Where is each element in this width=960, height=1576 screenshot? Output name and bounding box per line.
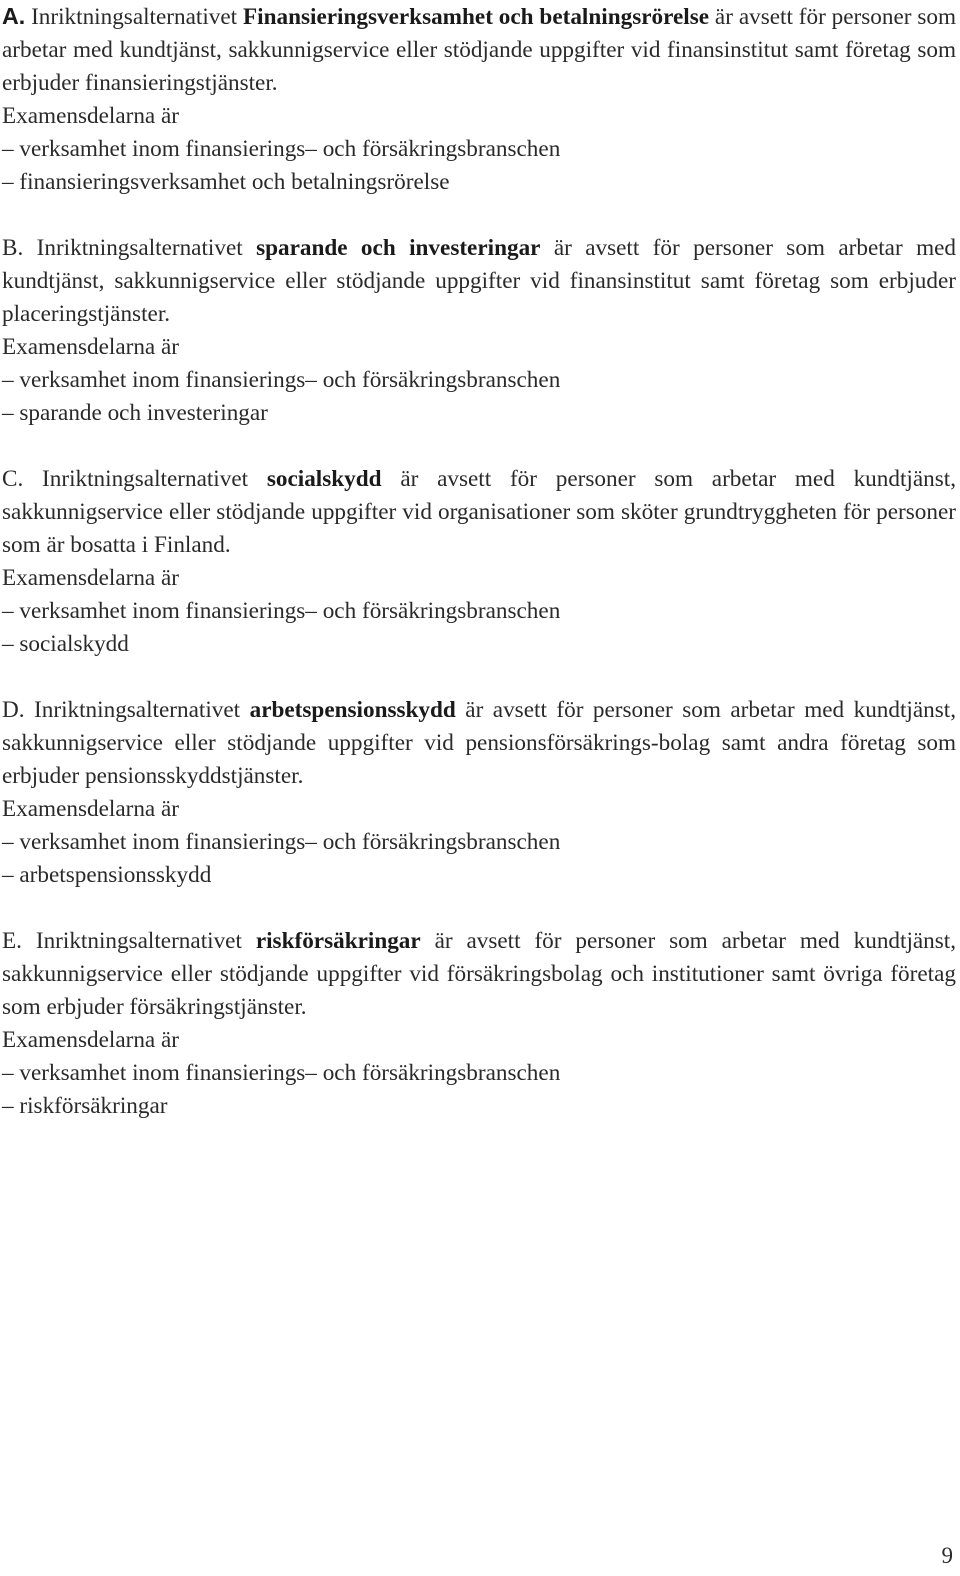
exam-heading: Examensdelarna är [2, 565, 180, 591]
exam-heading: Examensdelarna är [2, 796, 180, 822]
section-a [2, 0, 956, 199]
section-name: sparande och investeringar [256, 235, 541, 261]
section-description: avsett för personer som arbetar med kundtjänst, sakkunnigservice eller stödjande uppgifter vid finansinstitut samt företag som erbjuder finansieringstjänster. [2, 4, 957, 96]
section-description: är avsett för personer som arbetar med kundtjänst, sakkunnigservice eller stödjande uppgifter vid försäkringsbolag och institutioner samt övriga företag som erbjuder försäkringstjänster. [2, 928, 957, 1020]
section-intro [2, 694, 956, 793]
exam-part: – finansieringsverksamhet och betalningsrörelse [2, 169, 450, 195]
exam-heading: Examensdelarna är [2, 1027, 180, 1053]
section-b [2, 232, 956, 430]
section-c [2, 463, 956, 661]
exam-part: – verksamhet inom finansierings– och försäkringsbranschen [2, 829, 561, 855]
section-description: är avsett för personer som arbetar med kundtjänst, sakkunnigservice eller stödjande uppgifter vid finansinstitut samt företag som erbjuder placeringstjänster. [2, 235, 956, 327]
section-prefix: Inriktningsalternativet [36, 235, 243, 261]
section-letter: C. [2, 466, 24, 492]
exam-part: – socialskydd [2, 631, 129, 657]
section-name: riskförsäkringar [255, 928, 421, 954]
section-description: är avsett för personer som arbetar med kundtjänst, sakkunnigservice eller stödjande uppgifter vid pensionsförsäkrings-bolag samt andra företag som erbjuder pensionsskyddstjänster. [2, 697, 957, 789]
exam-part: – verksamhet inom finansierings– och försäkringsbranschen [2, 367, 561, 393]
document-page [2, 0, 956, 1156]
section-prefix: Inriktningsalternativet [42, 466, 249, 492]
exam-heading: Examensdelarna är [2, 334, 180, 360]
page-number: 9 [941, 1543, 953, 1568]
section-description-first: är [714, 4, 733, 30]
exam-part: – verksamhet inom finansierings– och försäkringsbranschen [2, 1060, 561, 1086]
exam-part: – riskförsäkringar [2, 1093, 168, 1119]
section-d [2, 694, 956, 892]
section-prefix: Inriktningsalternativet [35, 928, 242, 954]
section-letter: D. [2, 697, 25, 723]
section-description: är avsett för personer som arbetar med kundtjänst, sakkunnigservice eller stödjande uppgifter vid organisationer som sköter grundtryggheten för personer som är bosatta i Finland. [2, 466, 956, 558]
exam-part: – sparande och investeringar [2, 400, 268, 426]
exam-part: – verksamhet inom finansierings– och försäkringsbranschen [2, 136, 561, 162]
exam-heading: Examensdelarna är [2, 103, 180, 129]
section-intro [2, 463, 956, 562]
section-intro [2, 925, 956, 1024]
section-name: Finansieringsverksamhet och betalningsrörelse [243, 4, 710, 30]
section-e [2, 925, 956, 1123]
section-letter: A. [2, 3, 26, 29]
exam-part: – verksamhet inom finansierings– och försäkringsbranschen [2, 598, 561, 624]
section-prefix: Inriktningsalternativet [34, 697, 241, 723]
section-letter: B. [2, 235, 24, 261]
section-name: arbetspensionsskydd [249, 697, 456, 723]
exam-part: – arbetspensionsskydd [2, 862, 212, 888]
section-intro [2, 0, 956, 100]
section-prefix: Inriktningsalternativet [31, 4, 238, 30]
section-intro [2, 232, 956, 331]
section-letter: E. [2, 928, 22, 954]
section-name: socialskydd [266, 466, 382, 492]
